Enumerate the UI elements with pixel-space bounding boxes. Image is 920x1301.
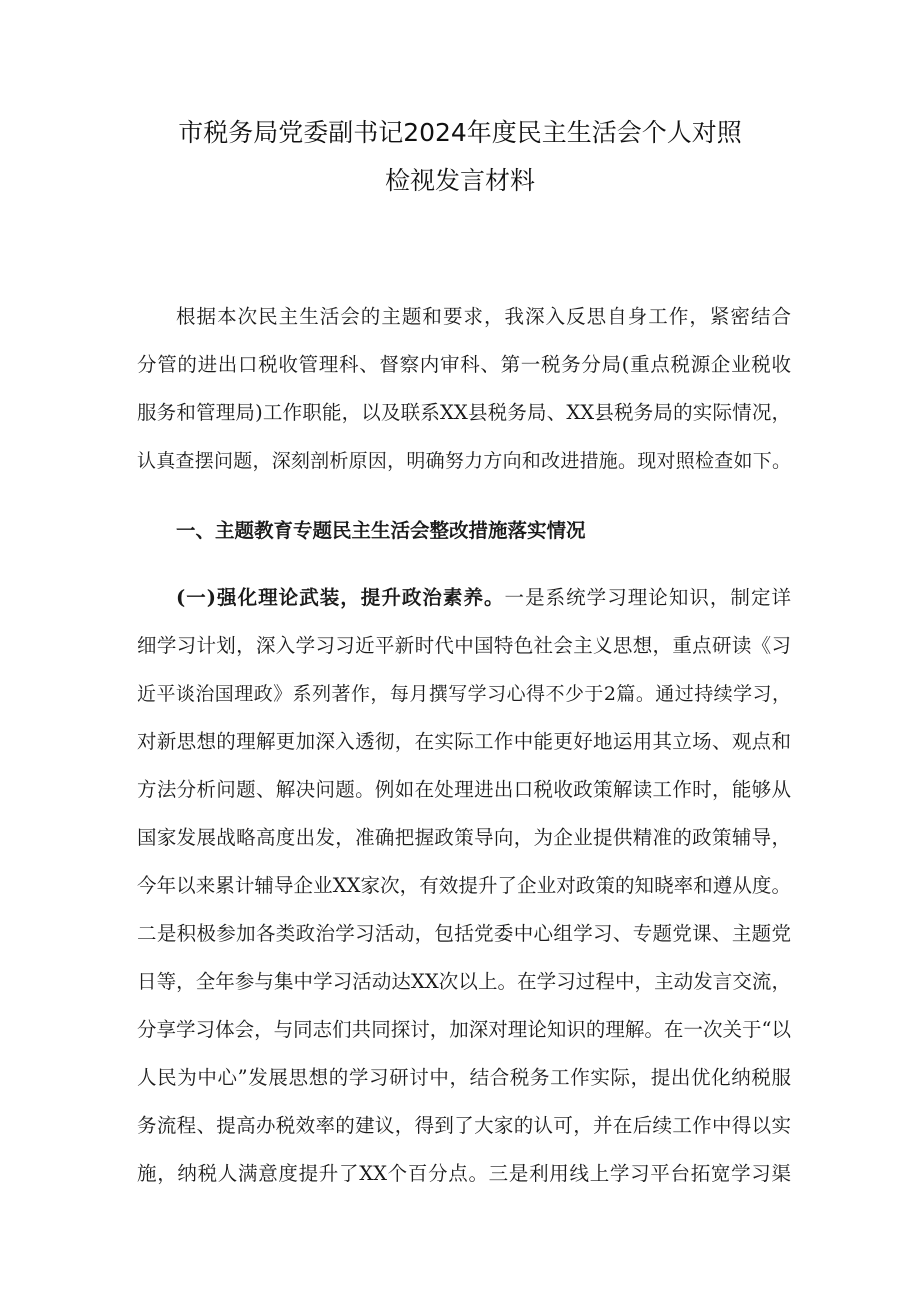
paragraph-line: 国家发展战略高度出发，准确把握政策导向，为企业提供精准的政策辅导， (137, 826, 791, 849)
paragraph-line: 日等，全年参与集中学习活动达XX次以上。在学习过程中，主动发言交流， (137, 970, 791, 993)
paragraph-line: 二是积极参加各类政治学习活动，包括党委中心组学习、专题党课、主题党 (137, 922, 791, 945)
paragraph-line: 施，纳税人满意度提升了XX个百分点。三是利用线上学习平台拓宽学习渠 (137, 1162, 791, 1185)
intro-line: 认真查摆问题，深刻剖析原因，明确努力方向和改进措施。现对照检查如下。 (137, 450, 791, 472)
intro-line: 分管的进出口税收管理科、督察内审科、第一税务分局(重点税源企业税收 (137, 353, 791, 376)
intro-line: 服务和管理局)工作职能，以及联系XX县税务局、XX县税务局的实际情况， (137, 401, 791, 424)
paragraph-text: 一是系统学习理论知识，制定详 (504, 586, 791, 609)
section-heading: 一、主题教育专题民主生活会整改措施落实情况 (176, 519, 586, 542)
subsection-heading: (一)强化理论武装，提升政治素养。 (176, 586, 505, 609)
paragraph-line: 细学习计划，深入学习习近平新时代中国特色社会主义思想，重点研读《习 (137, 634, 791, 657)
paragraph-line: 务流程、提高办税效率的建议，得到了大家的认可，并在后续工作中得以实 (137, 1114, 791, 1137)
intro-line: 根据本次民主生活会的主题和要求，我深入反思自身工作，紧密结合 (176, 305, 791, 328)
document-title-line-1: 市税务局党委副书记2024年度民主生活会个人对照 (178, 118, 742, 147)
paragraph-line: 人民为中心”发展思想的学习研讨中，结合税务工作实际，提出优化纳税服 (137, 1066, 791, 1089)
paragraph-line: 对新思想的理解更加深入透彻，在实际工作中能更好地运用其立场、观点和 (137, 730, 791, 753)
paragraph-line: 方法分析问题、解决问题。例如在处理进出口税收政策解读工作时，能够从 (137, 778, 791, 801)
paragraph-line: 今年以来累计辅导企业XX家次，有效提升了企业对政策的知晓率和遵从度。 (137, 874, 791, 897)
document-title-line-2: 检视发言材料 (384, 166, 535, 195)
paragraph-line: 近平谈治国理政》系列著作，每月撰写学习心得不少于2篇。通过持续学习， (137, 683, 791, 705)
paragraph-line (176, 578, 791, 618)
paragraph-line: 分享学习体会，与同志们共同探讨，加深对理论知识的理解。在一次关于“以 (137, 1018, 791, 1041)
